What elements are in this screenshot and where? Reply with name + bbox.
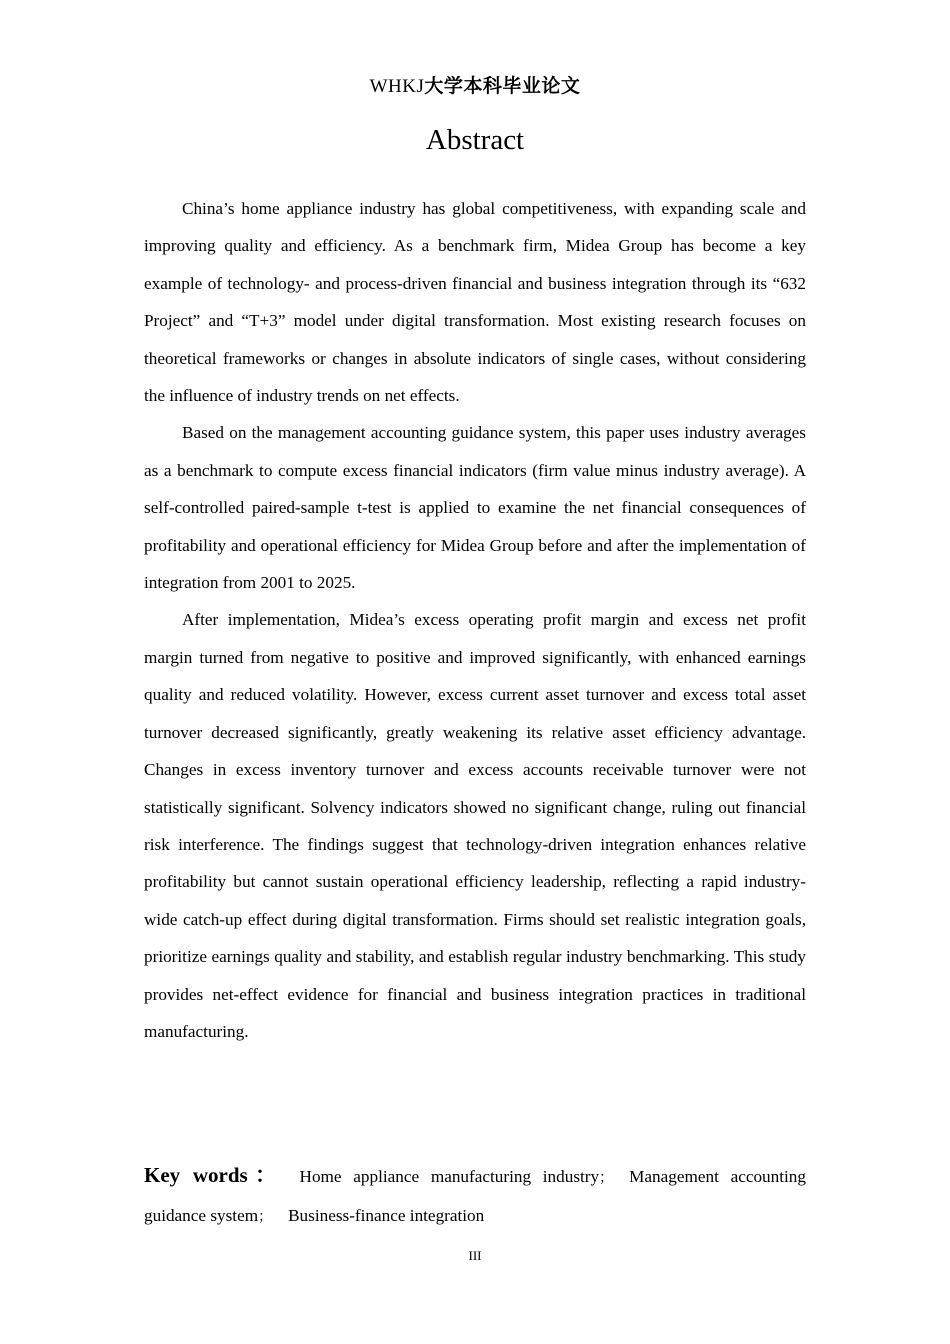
keyword-separator: ； bbox=[599, 1170, 614, 1186]
running-header bbox=[0, 73, 950, 100]
abstract-paragraph-1: China’s home appliance industry has global competitiveness, with expanding scale and improving quality and efficiency. As a benchmark firm, Midea Group has become a key example of technology- and process-driven financial and business integration through its “632 Project” and “T+3” model under digital transformation. Most existing research focuses on theoretical frameworks or changes in absolute indicators of single cases, without considering the influence of industry trends on net effects. bbox=[144, 199, 806, 406]
keywords-label: Key words： bbox=[144, 1163, 284, 1187]
keyword-item-1: Home appliance manufacturing industry bbox=[299, 1167, 600, 1186]
keywords-section bbox=[144, 1157, 806, 1236]
abstract-title: Abstract bbox=[425, 124, 525, 156]
keyword-item-2: Management accounting guidance system bbox=[144, 1167, 806, 1225]
abstract-paragraph-2: Based on the management accounting guidance system, this paper uses industry averages as a benchmark to compute excess financial indicators (firm value minus industry average). A self-controlled paired-sample t-test is applied to examine the net financial consequences of profitability and operational efficiency for Midea Group before and after the implementation of integration from 2001 to 2025. bbox=[144, 423, 806, 593]
abstract-body bbox=[144, 190, 806, 1050]
header-institution: WHKJ bbox=[369, 76, 425, 97]
keyword-separator: ； bbox=[258, 1209, 273, 1225]
header-thesis-label: 大学本科毕业论文 bbox=[424, 75, 581, 97]
abstract-paragraph-3: After implementation, Midea’s excess operating profit margin and excess net profit margin turned from negative to positive and improved significantly, with enhanced earnings quality and reduced volatility. However, excess current asset turnover and excess total asset turnover decreased significantly, greatly weakening its relative asset efficiency advantage. Changes in excess inventory turnover and excess accounts receivable turnover were not statistically significant. Solvency indicators showed no significant change, ruling out financial risk interference. The findings suggest that technology-driven integration enhances relative profitability but cannot sustain operational efficiency leadership, reflecting a rapid industry-wide catch-up effect during digital transformation. Firms should set realistic integration goals, prioritize earnings quality and stability, and establish regular industry benchmarking. This study provides net-effect evidence for financial and business integration practices in traditional manufacturing. bbox=[144, 610, 806, 1041]
keyword-item-3: Business-finance integration bbox=[288, 1206, 485, 1225]
page-number: III bbox=[468, 1248, 482, 1263]
